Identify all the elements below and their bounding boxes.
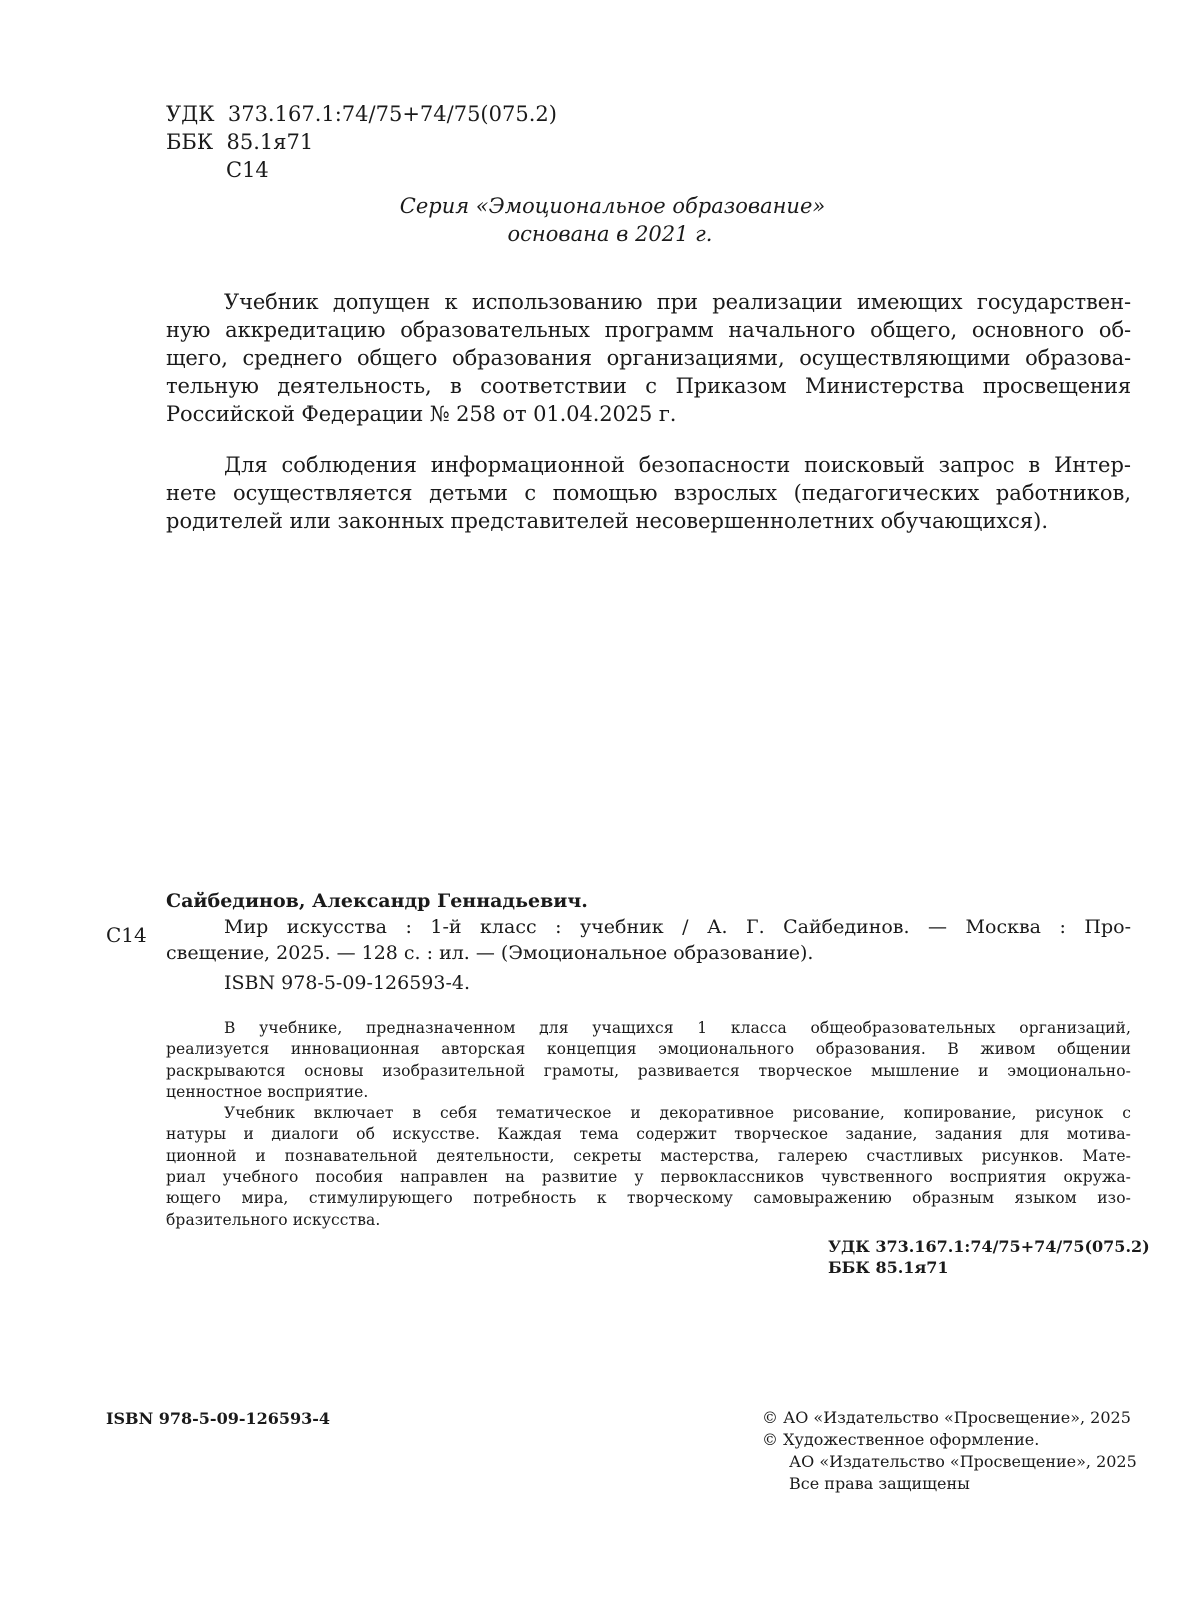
- annotation-line: раскрываются основы изобразительной грамоты, развивается творческое мышление и эмоционально-: [166, 1061, 1131, 1080]
- annotation-line: риал учебного пособия направлен на развитие у первоклассников чувственного восприятия окружа-: [166, 1168, 1131, 1187]
- copyright-line: © АО «Издательство «Просвещение», 2025: [762, 1408, 1131, 1427]
- safety-line: родителей или законных представителей несовершеннолетних обучающихся).: [166, 509, 1049, 533]
- copyright-line: Все права защищены: [789, 1474, 970, 1493]
- annotation: [166, 1018, 1131, 1231]
- approval-line: Учебник допущен к использованию при реализации имеющих государствен-: [224, 290, 1131, 314]
- catalog-code: С14: [106, 923, 147, 947]
- copyright-line: АО «Издательство «Просвещение», 2025: [789, 1452, 1137, 1471]
- isbn-bottom: ISBN 978-5-09-126593-4: [106, 1409, 331, 1428]
- catalog-isbn: ISBN 978-5-09-126593-4.: [224, 972, 471, 994]
- annotation-line: натуры и диалоги об искусстве. Каждая тема содержит творческое задание, задания для мотива-: [166, 1125, 1131, 1144]
- annotation-line: ющего мира, стимулирующего потребность к творческому самовыражению образным языком изо-: [166, 1189, 1131, 1208]
- bottom-bbk-code: ББК 85.1я71: [828, 1258, 949, 1277]
- catalog-description: [166, 914, 1131, 966]
- bbk-code: ББК 85.1я71: [166, 130, 314, 154]
- series-statement: [0, 192, 1200, 248]
- catalog-desc-line: Мир искусства : 1-й класс : учебник / А. Г. Сайбединов. — Москва : Про-: [224, 916, 1131, 938]
- udk-code: УДК 373.167.1:74/75+74/75(075.2): [166, 102, 557, 126]
- series-founded: основана в 2021 г.: [507, 222, 713, 246]
- annotation-line: В учебнике, предназначенном для учащихся 1 класса общеобразовательных организаций,: [224, 1019, 1131, 1037]
- annotation-line: Учебник включает в себя тематическое и декоративное рисование, копирование, рисунок с: [224, 1104, 1131, 1123]
- classification-codes: [166, 100, 557, 184]
- catalog-description-block: [106, 914, 1131, 966]
- catalog-desc-line: свещение, 2025. — 128 с. : ил. — (Эмоциональное образование).: [166, 942, 814, 964]
- safety-paragraph: [166, 451, 1131, 535]
- annotation-line: ценностное восприятие.: [166, 1082, 369, 1101]
- annotation-line: реализуется инновационная авторская концепция эмоционального образования. В живом общении: [166, 1040, 1131, 1059]
- approval-paragraph: [166, 288, 1131, 428]
- catalog-author: Сайбединов, Александр Геннадьевич.: [166, 890, 588, 912]
- copyright-block: [762, 1407, 1137, 1495]
- bottom-udk-code: УДК 373.167.1:74/75+74/75(075.2): [828, 1237, 1150, 1256]
- approval-line: Российской Федерации № 258 от 01.04.2025 г.: [166, 402, 677, 426]
- catalog-entry: [106, 888, 1131, 996]
- annotation-line: ционной и познавательной деятельности, секреты мастерства, галерею счастливых рисунков. Мате-: [166, 1146, 1131, 1165]
- copyright-line: © Художественное оформление.: [762, 1430, 1040, 1449]
- author-sign: С14: [226, 158, 269, 182]
- approval-line: ную аккредитацию образовательных программ начального общего, основного об-: [166, 318, 1131, 342]
- approval-line: щего, среднего общего образования организациями, осуществляющими образова-: [166, 346, 1131, 370]
- annotation-line: бразительного искусства.: [166, 1210, 381, 1229]
- series-name: Серия «Эмоциональное образование»: [399, 194, 826, 218]
- approval-line: тельную деятельность, в соответствии с Приказом Министерства просвещения: [166, 374, 1131, 398]
- safety-line: Для соблюдения информационной безопасности поисковый запрос в Интер-: [224, 453, 1131, 477]
- bottom-classification-codes: [828, 1236, 1150, 1278]
- safety-line: нете осуществляется детьми с помощью взрослых (педагогических работников,: [166, 481, 1131, 505]
